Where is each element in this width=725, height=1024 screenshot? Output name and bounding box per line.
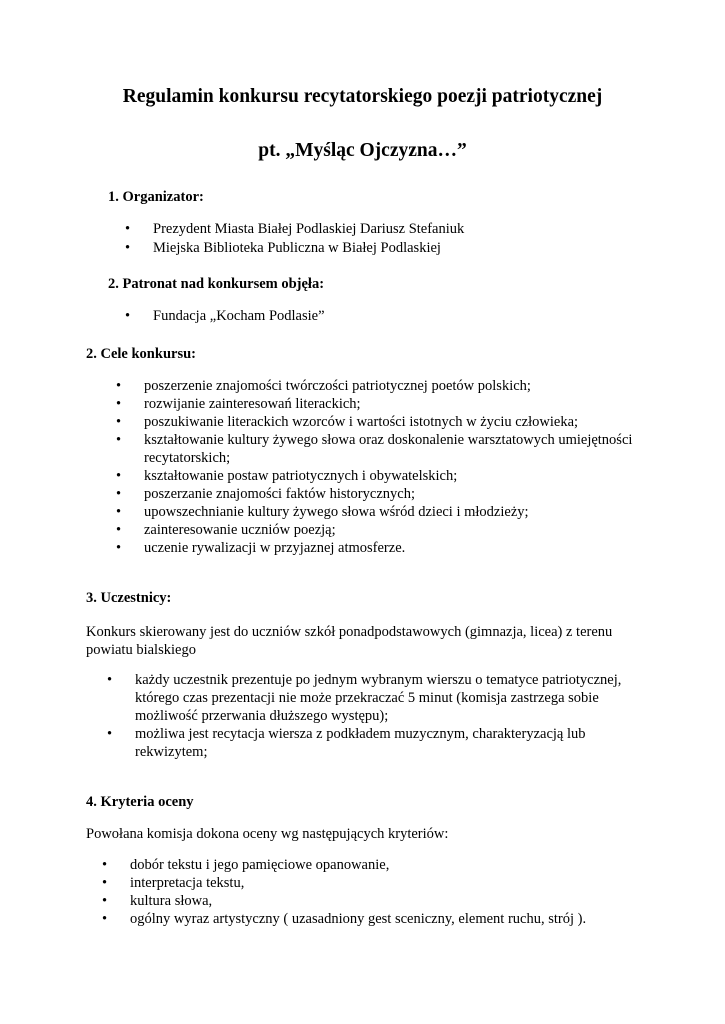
list-item: • dobór tekstu i jego pamięciowe opanowanie,: [102, 857, 390, 873]
list-item: • Prezydent Miasta Białej Podlaskiej Dariusz Stefaniuk: [125, 221, 465, 237]
criteria-heading: 4. Kryteria oceny: [86, 794, 194, 810]
list-item: • rozwijanie zainteresowań literackich;: [116, 396, 361, 412]
list-item: • poszukiwanie literackich wzorców i wartości istotnych w życiu człowieka;: [116, 414, 579, 430]
patronage-heading: 2. Patronat nad konkursem objęła:: [108, 276, 325, 292]
bullet-icon: •: [116, 414, 122, 430]
list-item: • Fundacja „Kocham Podlasie”: [125, 308, 325, 324]
bullet-icon: •: [116, 504, 122, 520]
goals-heading: 2. Cele konkursu:: [86, 346, 196, 362]
list-item: • Miejska Biblioteka Publiczna w Białej Podlaskiej: [125, 240, 441, 256]
list-item: • uczenie rywalizacji w przyjaznej atmosferze.: [116, 540, 406, 556]
list-item: • poszerzanie znajomości faktów historycznych;: [116, 486, 415, 502]
bullet-icon: •: [107, 672, 113, 688]
list-item: • kształtowanie kultury żywego słowa oraz doskonalenie warsztatowych umiejętności recytatorskich;: [116, 432, 633, 466]
list-item: • kształtowanie postaw patriotycznych i obywatelskich;: [116, 468, 458, 484]
bullet-icon: •: [102, 893, 108, 909]
bullet-icon: •: [116, 378, 122, 394]
bullet-icon: •: [116, 432, 122, 448]
bullet-icon: •: [102, 911, 108, 927]
bullet-icon: •: [102, 875, 108, 891]
document-title: Regulamin konkursu recytatorskiego poezji patriotycznej: [122, 86, 603, 107]
list-item: • każdy uczestnik prezentuje po jednym wybranym wierszu o tematyce patriotycznej, którego czas prezentacji nie może przekraczać 5 minut (komisja zastrzega sobie możliwość przerwania dłuższego występu);: [107, 672, 622, 724]
bullet-icon: •: [125, 308, 131, 324]
list-item: • ogólny wyraz artystyczny ( uzasadniony gest sceniczny, element ruchu, strój ).: [102, 911, 587, 927]
list-item: • kultura słowa,: [102, 893, 213, 909]
bullet-icon: •: [116, 522, 122, 538]
document-subtitle: pt. „Myśląc Ojczyzna…”: [258, 140, 467, 161]
list-item: • poszerzenie znajomości twórczości patriotycznej poetów polskich;: [116, 378, 531, 394]
bullet-icon: •: [102, 857, 108, 873]
bullet-icon: •: [107, 726, 113, 742]
goals-list: [116, 377, 664, 557]
bullet-icon: •: [116, 540, 122, 556]
organizer-list: [125, 220, 673, 258]
bullet-icon: •: [116, 396, 122, 412]
patronage-list: [125, 307, 673, 325]
criteria-intro: Powołana komisja dokona oceny wg następujących kryteriów:: [86, 826, 449, 842]
participants-heading: 3. Uczestnicy:: [86, 590, 172, 606]
organizer-heading: 1. Organizator:: [108, 189, 204, 205]
list-item: • możliwa jest recytacja wiersza z podkładem muzycznym, charakteryzacją lub rekwizytem;: [107, 726, 586, 760]
bullet-icon: •: [125, 221, 131, 237]
criteria-list: [102, 856, 660, 928]
bullet-icon: •: [116, 468, 122, 484]
list-item: • interpretacja tekstu,: [102, 875, 245, 891]
bullet-icon: •: [116, 486, 122, 502]
list-item: • upowszechnianie kultury żywego słowa wśród dzieci i młodzieży;: [116, 504, 529, 520]
list-item: • zainteresowanie uczniów poezją;: [116, 522, 336, 538]
bullet-icon: •: [125, 240, 131, 256]
participants-list: [107, 671, 635, 761]
participants-intro: Konkurs skierowany jest do uczniów szkół ponadpodstawowych (gimnazja, licea) z terenu powiatu bialskiego: [86, 624, 613, 658]
